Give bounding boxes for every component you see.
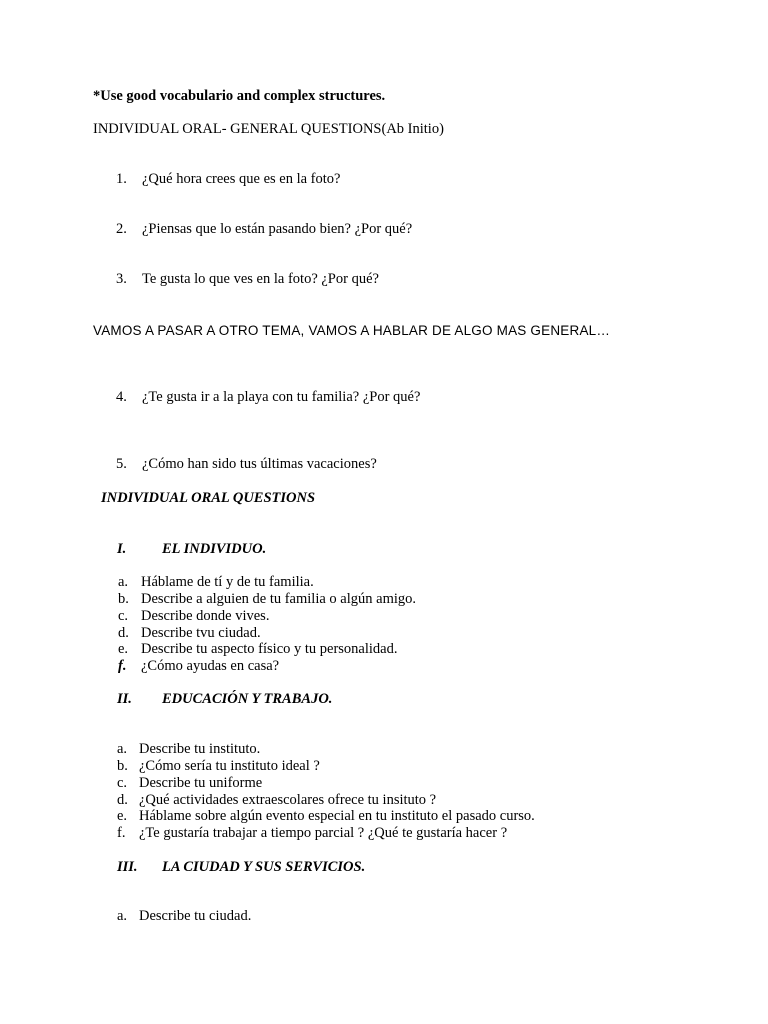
item-text: Describe donde vives. — [141, 608, 270, 624]
item-letter: a. — [118, 574, 129, 590]
item-letter: f. — [117, 825, 126, 841]
section-numeral: II. — [117, 691, 132, 707]
item-text: Describe tu aspecto físico y tu personalidad. — [141, 641, 398, 657]
section-heading — [117, 691, 332, 708]
list-item — [118, 658, 279, 675]
item-text: Describe tvu ciudad. — [141, 625, 261, 641]
item-letter: d. — [118, 625, 129, 641]
section-heading-title: EDUCACIÓN Y TRABAJO. — [162, 691, 333, 707]
item-text: ¿Piensas que lo están pasando bien? ¿Por qué? — [142, 221, 413, 237]
list-item — [118, 641, 398, 658]
list-item — [118, 625, 261, 642]
item-letter: b. — [118, 591, 129, 607]
list-item — [116, 389, 420, 406]
section-heading-title: LA CIUDAD Y SUS SERVICIOS. — [162, 859, 366, 875]
item-text: Describe tu ciudad. — [139, 908, 252, 924]
list-item — [118, 574, 314, 591]
item-letter: c. — [117, 775, 128, 791]
transition-line: VAMOS A PASAR A OTRO TEMA, VAMOS A HABLAR DE ALGO MAS GENERAL… — [93, 323, 611, 338]
item-text: ¿Cómo ayudas en casa? — [141, 658, 280, 674]
item-text: ¿Te gustaría trabajar a tiempo parcial ? ¿Qué te gustaría hacer ? — [139, 825, 508, 841]
section-numeral: I. — [117, 541, 127, 557]
item-text: ¿Cómo han sido tus últimas vacaciones? — [142, 456, 377, 472]
item-letter: f. — [118, 658, 127, 674]
list-item — [116, 221, 412, 238]
list-item — [117, 792, 436, 809]
list-item — [116, 271, 379, 288]
item-letter: c. — [118, 608, 129, 624]
item-text: Te gusta lo que ves en la foto? ¿Por qué? — [142, 271, 379, 287]
section-heading-title: EL INDIVIDUO. — [162, 541, 267, 557]
item-number: 4. — [116, 389, 127, 405]
list-item — [116, 171, 340, 188]
list-item — [117, 775, 262, 792]
list-item — [117, 808, 535, 825]
item-text: ¿Cómo sería tu instituto ideal ? — [139, 758, 320, 774]
item-number: 1. — [116, 171, 127, 187]
item-text: Háblame sobre algún evento especial en tu instituto el pasado curso. — [139, 808, 535, 824]
intro-note: *Use good vocabulario and complex structures. — [93, 88, 386, 104]
list-item — [118, 608, 269, 625]
item-text: Describe tu instituto. — [139, 741, 261, 757]
item-text: ¿Te gusta ir a la playa con tu familia? ¿Por qué? — [142, 389, 421, 405]
item-text: Háblame de tí y de tu familia. — [141, 574, 314, 590]
item-number: 3. — [116, 271, 127, 287]
general-questions-header: INDIVIDUAL ORAL- GENERAL QUESTIONS(Ab Initio) — [93, 121, 444, 137]
item-number: 2. — [116, 221, 127, 237]
list-item — [117, 758, 320, 775]
section-title: INDIVIDUAL ORAL QUESTIONS — [101, 490, 316, 506]
list-item — [118, 591, 416, 608]
item-letter: e. — [117, 808, 128, 824]
list-item — [117, 908, 251, 925]
item-text: ¿Qué actividades extraescolares ofrece tu insituto ? — [139, 792, 437, 808]
item-letter: d. — [117, 792, 128, 808]
list-item — [117, 741, 260, 758]
item-text: Describe tu uniforme — [139, 775, 263, 791]
section-heading — [117, 541, 266, 558]
list-item — [117, 825, 507, 842]
list-item — [116, 456, 377, 473]
section-numeral: III. — [117, 859, 138, 875]
section-heading — [117, 859, 365, 876]
item-letter: e. — [118, 641, 129, 657]
item-text: Describe a alguien de tu familia o algún amigo. — [141, 591, 417, 607]
item-text: ¿Qué hora crees que es en la foto? — [142, 171, 341, 187]
item-letter: a. — [117, 741, 128, 757]
item-letter: a. — [117, 908, 128, 924]
item-number: 5. — [116, 456, 127, 472]
item-letter: b. — [117, 758, 128, 774]
